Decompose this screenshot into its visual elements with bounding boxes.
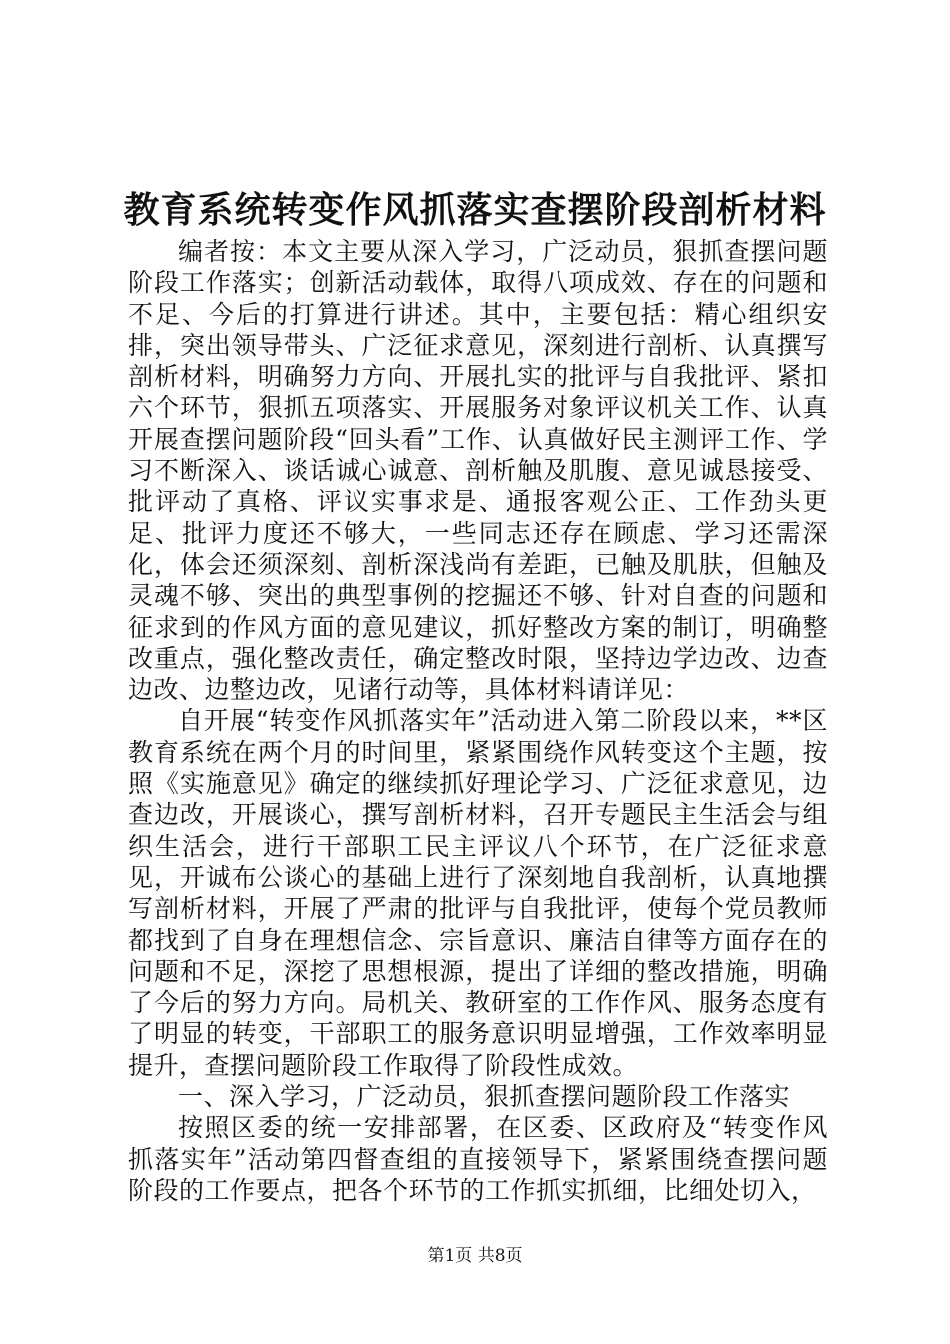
page-number-footer: 第1页 共8页 (427, 1246, 523, 1266)
document-title: 教育系统转变作风抓落实查摆阶段剖析材料 (123, 189, 827, 231)
section-paragraph: 按照区委的统一安排部署，在区委、区政府及“转变作风抓落实年”活动第四督查组的直接领导下，紧紧围绕查摆问题阶段的工作要点，把各个环节的工作抓实抓细，比细处切入， (128, 1113, 828, 1205)
editor-note-paragraph: 编者按：本文主要从深入学习，广泛动员，狠抓查摆问题阶段工作落实；创新活动载体，取得八项成效、存在的问题和不足、今后的打算进行讲述。其中，主要包括：精心组织安排，突出领导带头、广泛征求意见，深刻进行剖析、认真撰写剖析材料，明确努力方向、开展扎实的批评与自我批评、紧扣六个环节，狠抓五项落实、开展服务对象评议机关工作、认真开展查摆问题阶段“回头看”工作、认真做好民主测评工作、学习不断深入、谈话诚心诚意、剖析触及肌腹、意见诚恳接受、批评动了真格、评议实事求是、通报客观公正、工作劲头更足、批评力度还不够大，一些同志还存在顾虑、学习还需深化，体会还须深刻、剖析深浅尚有差距，已触及肌肤，但触及灵魂不够、突出的典型事例的挖掘还不够、针对自查的问题和征求到的作风方面的意见建议，抓好整改方案的制订，明确整改重点，强化整改责任，确定整改时限，坚持边学边改、边查边改、边整边改，见诸行动等，具体材料请详见： (128, 237, 828, 705)
section-heading: 一、深入学习，广泛动员，狠抓查摆问题阶段工作落实 (178, 1082, 791, 1112)
intro-paragraph: 自开展“转变作风抓落实年”活动进入第二阶段以来，**区教育系统在两个月的时间里，紧紧围绕作风转变这个主题，按照《实施意见》确定的继续抓好理论学习、广泛征求意见，边查边改，开展谈心，撰写剖析材料，召开专题民主生活会与组织生活会，进行干部职工民主评议八个环节，在广泛征求意见，开诚布公谈心的基础上进行了深刻地自我剖析，认真地撰写剖析材料，开展了严肃的批评与自我批评，使每个党员教师都找到了自身在理想信念、宗旨意识、廉洁自律等方面存在的问题和不足，深挖了思想根源，提出了详细的整改措施，明确了今后的努力方向。局机关、教研室的工作作风、服务态度有了明显的转变，干部职工的服务意识明显增强，工作效率明显提升，查摆问题阶段工作取得了阶段性成效。 (128, 706, 828, 1080)
document-body (128, 236, 828, 1206)
